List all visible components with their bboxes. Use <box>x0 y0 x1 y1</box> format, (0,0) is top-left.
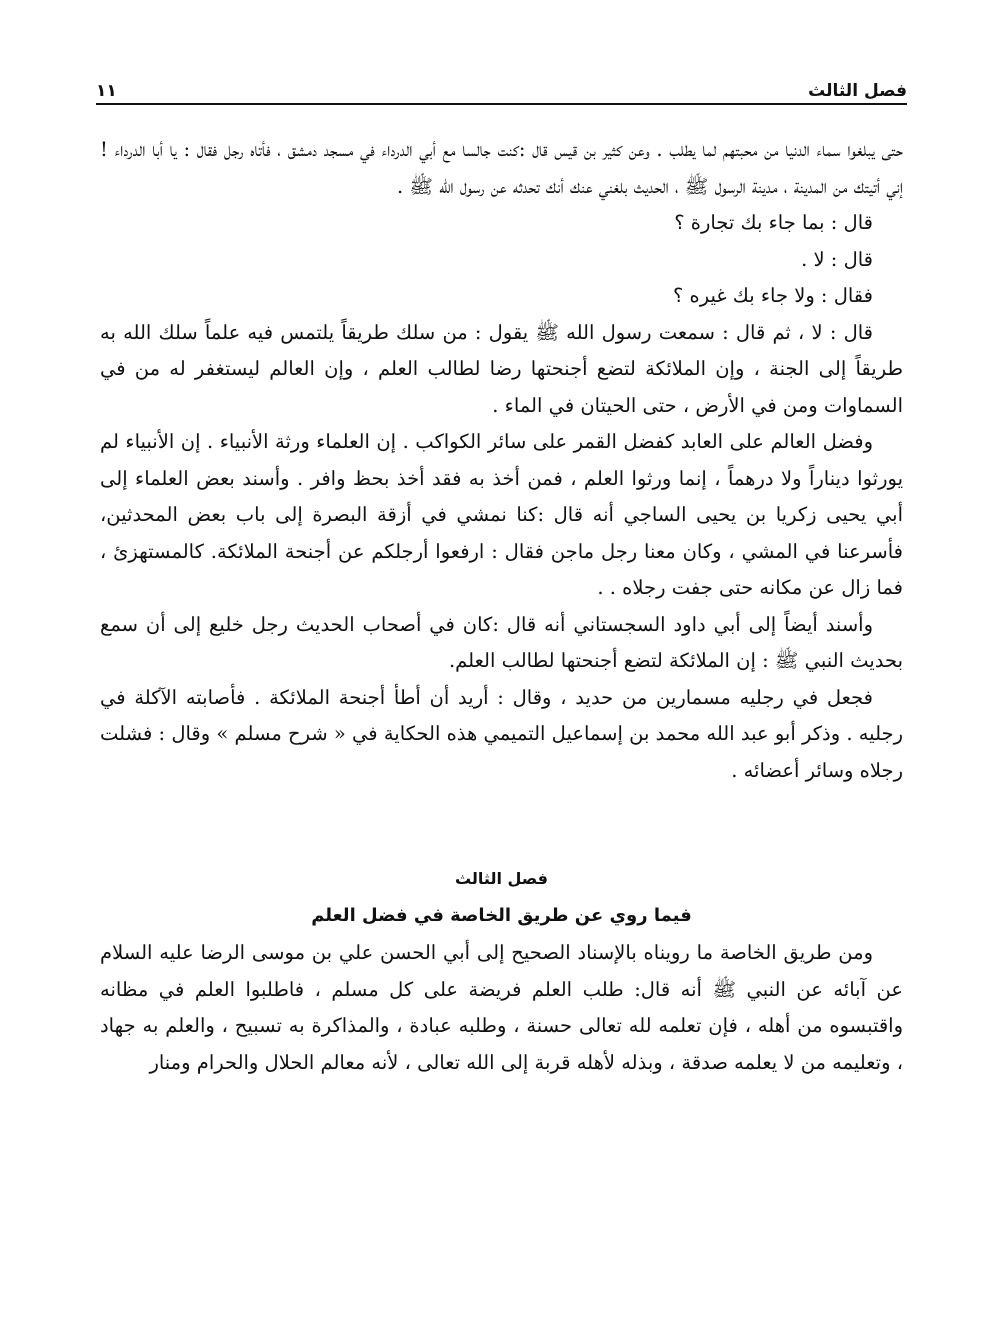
dialogue-line: فقال : ولا جاء بك غيره ؟ <box>672 284 873 307</box>
paragraph: وأسند أيضاً إلى أبي داود السجستاني أنه قال :كان في أصحاب الحديث رجل خليع إلى أن سمع بحديث النبي ﷺ : إن الملائكة لتضع أجنحتها لطالب العلم. <box>100 612 903 672</box>
section-subheading: فيما روي عن طريق الخاصة في فضل العلم <box>311 905 692 926</box>
header-rule <box>96 103 907 105</box>
section-spacer <box>100 789 903 861</box>
page-header <box>96 74 907 100</box>
page-number: ١١ <box>96 81 117 101</box>
dialogue-line: قال : بما جاء بك تجارة ؟ <box>674 211 873 234</box>
paragraph: فجعل في رجليه مسمارين من حديد ، وقال : أريد أن أطأ أجنحة الملائكة . فأصابته الآكلة في رجليه . وذكر أبو عبد الله محمد بن إسماعيل التميمي هذه الحكاية في « شرح مسلم » وقال : فشلت رجلاه وسائر أعضائه . <box>100 685 903 782</box>
section-heading: فصل الثالث <box>454 869 549 888</box>
page-body <box>100 132 903 1081</box>
running-title: فصل الثالث <box>808 81 907 101</box>
dialogue-line: قال : لا . <box>801 247 873 271</box>
paragraph: قال : لا ، ثم قال : سمعت رسول الله ﷺ يقول : من سلك طريقاً يلتمس فيه علماً سلك الله به طريقاً إلى الجنة ، وإن الملائكة لتضع أجنحتها رضا لطالب العلم ، وإن العالم ليستغفر له من في السماوات ومن في الأرض ، حتى الحيتان في الماء . <box>100 320 903 417</box>
paragraph-continuation: حتى يبلغوا سماء الدنيا من محبتهم لما يطلب . وعن كثير بن قيس قال :كنت جالسا مع أبي الدرداء في مسجد دمشق ، فأتاه رجل فقال : يا أبا الدرداء ! إني أتيتك من المدينة ، مدينة الرسول ﷺ ، الحديث بلغني عنك أنك تحدثه عن رسول الله ﷺ . <box>100 138 903 198</box>
section-paragraph: ومن طريق الخاصة ما رويناه بالإسناد الصحيح إلى أبي الحسن علي بن موسى الرضا عليه السلام عن آبائه عن النبي ﷺ أنه قال: طلب العلم فريضة على كل مسلم ، فاطلبوا العلم في مظانه واقتبسوه من أهله ، فإن تعلمه لله تعالى حسنة ، وطلبه عبادة ، والمذاكرة به تسبيح ، والعلم به جهاد ، وتعليمه من لا يعلمه صدقة ، وبذله لأهله قربة إلى الله تعالى ، لأنه معالم الحلال والحرام ومنار <box>100 941 903 1074</box>
paragraph: وفضل العالم على العابد كفضل القمر على سائر الكواكب . إن العلماء ورثة الأنبياء . إن الأنبياء لم يورثوا ديناراً ولا درهماً ، إنما ورثوا العلم ، فمن أخذ به فقد أخذ بحظ وافر . وأسند بعض العلماء إلى أبي يحيى زكريا بن يحيى الساجي أنه قال :كنا نمشي في أزقة البصرة إلى باب بعض المحدثين، فأسرعنا في المشي ، وكان معنا رجل ماجن فقال : ارفعوا أرجلكم عن أجنحة الملائكة. كالمستهزئ ، فما زال عن مكانه حتى جفت رجلاه . . <box>100 430 903 599</box>
